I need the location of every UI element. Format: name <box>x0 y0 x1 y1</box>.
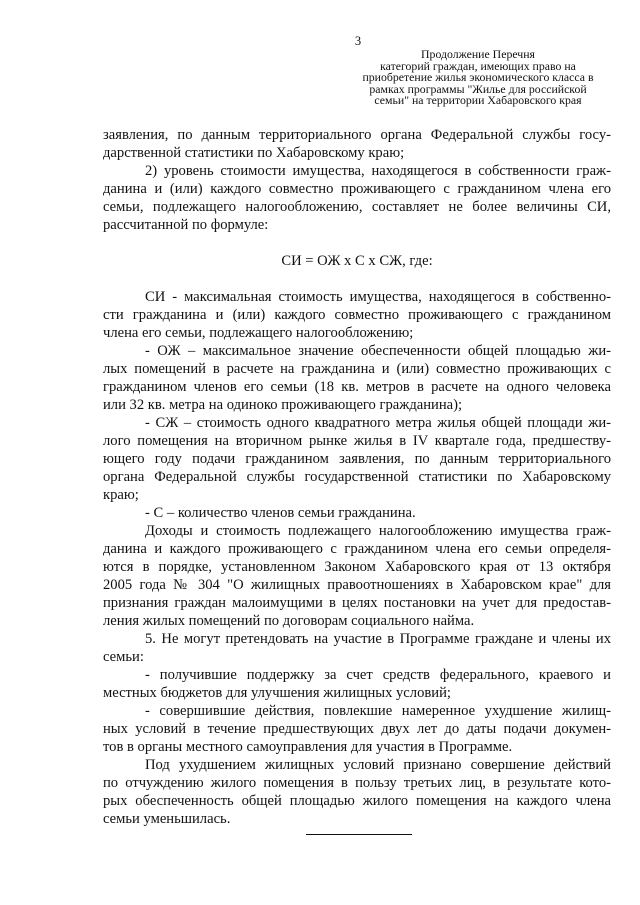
text-line: сти гражданина и (или) каждого совместно проживающего с гражданином <box>103 307 611 323</box>
text-line: - совершившие действия, повлекшие намеренное ухудшение жилищ- <box>145 703 611 719</box>
document-body <box>103 126 611 828</box>
definition-si <box>103 288 611 342</box>
text-line: гражданином членов его семьи (18 кв. метров в расчете на одного человека <box>103 379 611 395</box>
spacer <box>103 270 611 288</box>
definition-szh <box>103 414 611 504</box>
paragraph-5-item-b <box>103 702 611 756</box>
header-line: приобретение жилья экономического класса в <box>362 70 594 85</box>
text-line: ются в порядке, установленном Законом Хабаровского края от 13 октября <box>103 559 611 575</box>
text-line: органа Федеральной службы государственной статистики по Хабаровскому <box>103 469 611 485</box>
text-line: члена его семьи, подлежащего налогообложению; <box>103 325 414 341</box>
paragraph-property-level <box>103 162 611 234</box>
text-line: СИ - максимальная стоимость имущества, находящегося в собственно- <box>145 289 611 305</box>
text-line: местных бюджетов для улучшения жилищных условий; <box>103 685 451 701</box>
header-line: рамках программы "Жилье для российской <box>369 81 587 96</box>
text-line: - получившие поддержку за счет средств федерального, краевого и <box>145 667 611 683</box>
text-line: данина и (или) каждого совместно проживающего с гражданином члена его <box>103 181 611 197</box>
end-divider <box>306 834 412 835</box>
text-line: семьи, подлежащего налогообложению, составляет не более величины СИ, <box>103 199 611 215</box>
text-line: ных условий в течение предшествующих двух лет до даты подачи докумен- <box>103 721 611 737</box>
header-line: Продолжение Перечня <box>421 47 535 61</box>
text-line: лого помещения на вторичном рынке жилья в IV квартале года, предшеству- <box>103 433 611 449</box>
text-line: лых помещений в расчете на гражданина и (или) совместно проживающих с <box>103 361 611 377</box>
text-line: признания граждан малоимущими в целях постановки на учет для предостав- <box>103 595 611 611</box>
page-number: 3 <box>354 34 362 48</box>
text-line: семьи: <box>103 649 144 665</box>
continuation-header <box>352 49 604 107</box>
text-line: Под ухудшением жилищных условий признано совершение действий <box>145 757 611 773</box>
paragraph-5 <box>103 630 611 666</box>
text-line: ющего году подачи гражданином заявления, по данным территориального <box>103 451 611 467</box>
text-line: рассчитанной по формуле: <box>103 217 269 233</box>
text-line: ления жилых помещений по договорам социального найма. <box>103 613 475 629</box>
formula: СИ = ОЖ х С х СЖ, где: <box>281 253 433 269</box>
text-line: по отчуждению жилого помещения в пользу третьих лиц, в результате кото- <box>103 775 611 791</box>
text-line: дарственной статистики по Хабаровскому краю; <box>103 145 405 161</box>
text-line: тов в органы местного самоуправления для участия в Программе. <box>103 739 513 755</box>
text-line: 2005 года № 304 "О жилищных правоотношениях в Хабаровском крае" для <box>103 577 611 593</box>
text-line: Доходы и стоимость подлежащего налогообложению имущества граж- <box>145 523 611 539</box>
text-line: рых обеспеченность общей площадью жилого помещения на каждого члена <box>103 793 611 809</box>
paragraph-statistics-continuation <box>103 126 611 162</box>
paragraph-5-item-a <box>103 666 611 702</box>
definition-ozh <box>103 342 611 414</box>
text-line: или 32 кв. метра на одиноко проживающего гражданина); <box>103 397 463 413</box>
text-line: семьи уменьшилась. <box>103 811 231 827</box>
text-line: - СЖ – стоимость одного квадратного метра жилья общей площади жи- <box>145 415 611 431</box>
paragraph-income <box>103 522 611 630</box>
text-line: 5. Не могут претендовать на участие в Программе граждане и члены их <box>145 631 611 647</box>
text-line: данина и каждого проживающего с гражданином члена его семьи определя- <box>103 541 611 557</box>
header-line: семьи" на территории Хабаровского края <box>374 93 582 108</box>
text-line: 2) уровень стоимости имущества, находящегося в собственности граж- <box>145 163 611 179</box>
header-line: категорий граждан, имеющих право на <box>380 58 576 73</box>
text-line: - ОЖ – максимальное значение обеспеченности общей площадью жи- <box>145 343 611 359</box>
text-line: - С – количество членов семьи гражданина. <box>145 505 416 521</box>
definition-c <box>103 504 611 522</box>
text-line: краю; <box>103 487 139 503</box>
paragraph-worsening <box>103 756 611 828</box>
text-line: заявления, по данным территориального органа Федеральной службы госу- <box>103 127 611 143</box>
spacer <box>103 234 611 252</box>
